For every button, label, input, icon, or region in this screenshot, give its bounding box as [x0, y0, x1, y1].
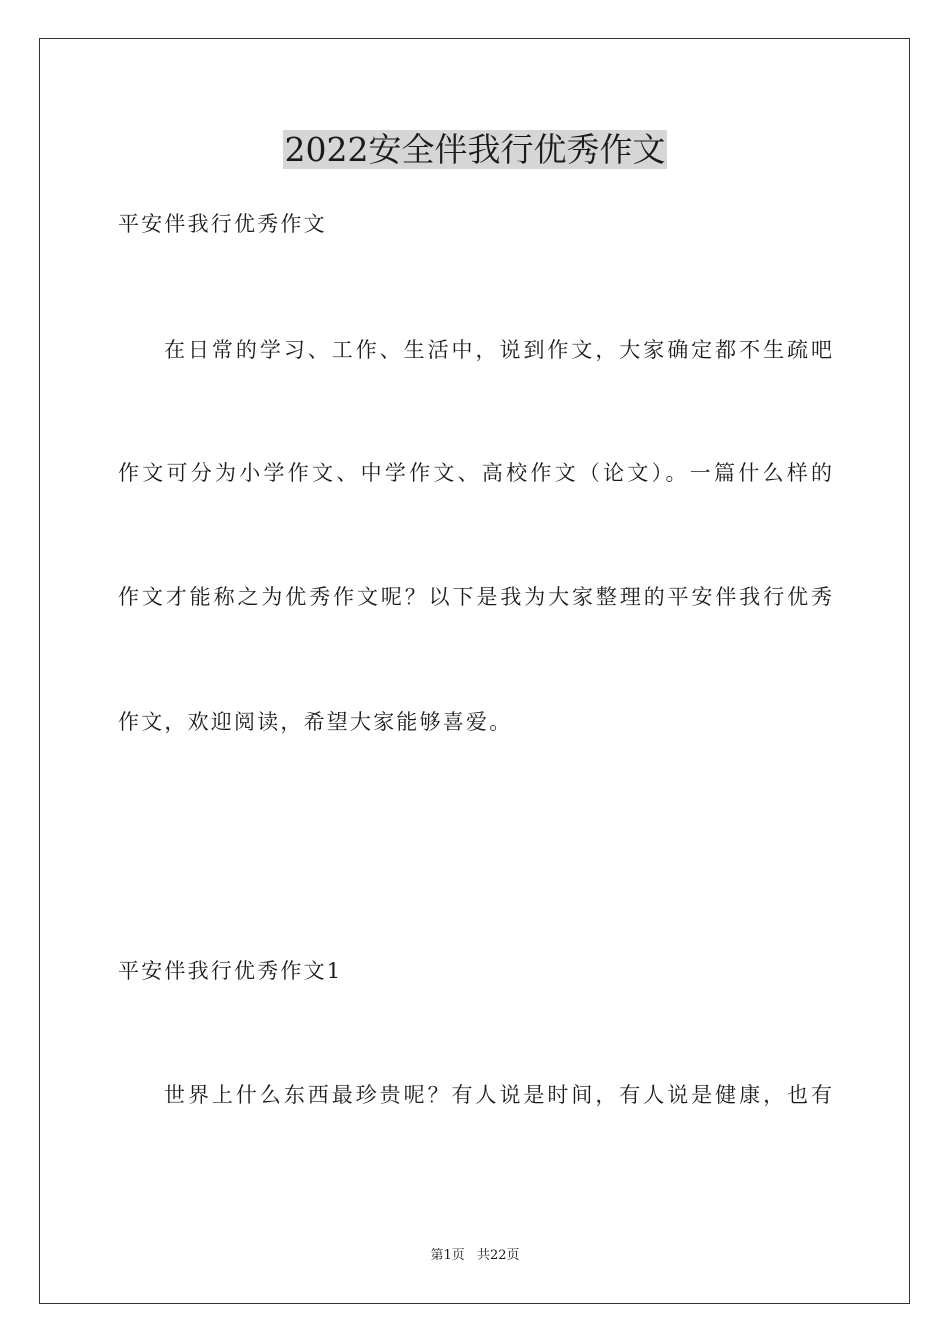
page-footer [0, 1247, 950, 1265]
current-page-label: 第1页 [430, 1248, 465, 1263]
body-line: 作文，欢迎阅读，希望大家能够喜爱。 [118, 710, 513, 734]
body-line: 世界上什么东西最珍贵呢？有人说是时间，有人说是健康，也有 [164, 1083, 832, 1107]
total-pages-label: 共22页 [476, 1248, 520, 1263]
subtitle-line: 平安伴我行优秀作文 [118, 212, 327, 236]
body-line: 在日常的学习、工作、生活中，说到作文，大家确定都不生疏吧 [164, 338, 832, 362]
title-highlight: 2022安全伴我行优秀作文 [284, 130, 666, 169]
body-line: 作文才能称之为优秀作文呢？以下是我为大家整理的平安伴我行优秀 [118, 585, 832, 609]
document-title [0, 128, 950, 172]
section-heading: 平安伴我行优秀作文1 [118, 959, 343, 983]
body-line: 作文可分为小学作文、中学作文、高校作文（论文）。一篇什么样的 [118, 461, 832, 485]
